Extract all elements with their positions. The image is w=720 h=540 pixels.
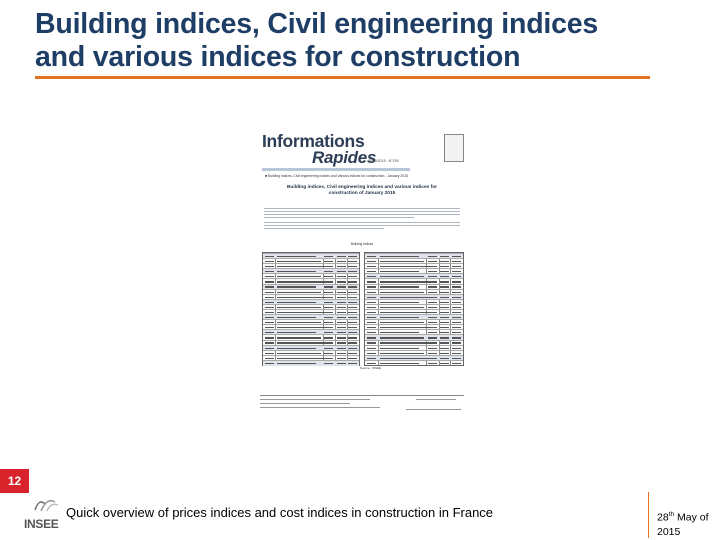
table-cell [277,276,320,277]
table-cell [265,312,274,313]
document-paragraph-line [264,228,384,229]
table-cell [428,312,437,313]
table-cell [367,292,376,293]
table-cell [348,292,357,293]
table-cell [265,327,274,328]
table-cell [348,317,357,318]
table-cell [380,363,419,364]
table-cell [348,307,357,308]
table-cell [324,363,333,364]
table-cell [452,342,461,343]
table-cell [337,266,346,267]
table-cell [265,256,274,257]
table-cell [380,271,419,272]
table-cell [452,312,461,313]
title-underline [35,76,650,79]
document-footer-rule [260,395,464,396]
slide-title [35,8,655,74]
table-cell [277,312,325,313]
table-cell [367,266,376,267]
table-cell [265,266,274,267]
table-cell [324,348,333,349]
document-logo-icon [444,134,464,162]
table-cell [440,317,449,318]
table-cell [440,337,449,338]
table-cell [428,353,437,354]
table-cell [337,363,346,364]
table-cell [440,286,449,287]
table-cell [440,363,449,364]
table-cell [277,332,315,333]
table-cell [277,353,320,354]
table-cell [277,271,315,272]
table-cell [380,302,419,303]
table-cell [337,332,346,333]
table-cell [337,271,346,272]
table-cell [265,348,274,349]
table-cell [277,266,325,267]
table-cell [367,327,376,328]
table-cell [277,302,315,303]
table-cell [452,292,461,293]
table-cell [452,271,461,272]
table-cell [428,317,437,318]
table-cell [337,317,346,318]
table-cell [324,286,333,287]
table-cell [277,363,315,364]
table-cell [265,276,274,277]
document-footer-line [260,407,380,408]
footer-caption: Quick overview of prices indices and cost indices in construction in France [66,505,494,520]
table-cell [440,281,449,282]
document-footer-line [260,399,370,400]
table-cell [348,256,357,257]
table-cell [380,358,429,359]
table-cell [452,261,461,262]
table-cell [380,337,424,338]
document-title-line-1: Building indices, Civil engineering indices and various indices for [286,185,438,190]
table-cell [348,312,357,313]
table-cell [452,297,461,298]
table-cell [380,353,424,354]
table-cell [440,332,449,333]
table-cell [367,307,376,308]
table-cell [380,276,424,277]
table-cell [440,327,449,328]
table-cell [452,358,461,359]
document-brand-line-2: Rapides [312,148,377,167]
table-cell [337,358,346,359]
table-cell [440,302,449,303]
table-cell [367,271,376,272]
table-cell [452,363,461,364]
table-cell [428,327,437,328]
document-title [256,185,468,197]
footer-date [657,508,709,539]
table-cell [428,286,437,287]
document-header-rule [262,168,410,171]
table-cell [348,281,357,282]
table-cell [324,256,333,257]
table-cell [337,353,346,354]
table-cell [452,266,461,267]
table-cell [324,327,333,328]
table-cell [348,337,357,338]
table-cell [348,342,357,343]
slide-title-line-1: Building indices, Civil engineering indices [35,8,599,40]
table-cell [380,317,419,318]
table-cell [265,297,274,298]
table-cell [367,261,376,262]
table-cell [265,337,274,338]
table-cell [367,363,376,364]
table-cell [265,307,274,308]
slide-title-line-2: and various indices for construction [35,41,521,73]
table-cell [452,332,461,333]
table-cell [324,342,333,343]
table-cell [428,276,437,277]
table-cell [452,302,461,303]
table-cell [348,332,357,333]
table-cell [440,353,449,354]
table-cell [324,302,333,303]
table-cell [265,302,274,303]
table-cell [265,292,274,293]
table-cell [324,261,333,262]
table-cell [428,307,437,308]
table-cell [428,322,437,323]
table-cell [265,342,274,343]
table-cell [428,256,437,257]
footer-date-rest: May of [674,511,709,524]
table-cell [380,256,419,257]
table-cell [277,307,320,308]
table-cell [348,261,357,262]
table-cell [428,292,437,293]
table-cell [380,342,429,343]
table-cell [265,322,274,323]
table-cell [367,276,376,277]
document-thumbnail [256,128,468,418]
table-cell [367,353,376,354]
table-cell [452,317,461,318]
table-cell [367,332,376,333]
table-cell [380,297,429,298]
table-cell [440,256,449,257]
table-cell [277,256,315,257]
table-cell [277,358,325,359]
table-cell [452,337,461,338]
table-cell [380,322,424,323]
table-cell [337,337,346,338]
table-cell [324,358,333,359]
table-cell [348,276,357,277]
footer-date-day: 28 [657,511,669,524]
table-cell [337,292,346,293]
table-cell [348,322,357,323]
table-cell [440,342,449,343]
table-cell [277,322,320,323]
table-cell [348,348,357,349]
table-cell [277,327,325,328]
table-cell [440,348,449,349]
insee-logo-text: INSEE [24,517,59,531]
table-cell [428,358,437,359]
table-cell [440,297,449,298]
table-cell [440,276,449,277]
table-cell [265,281,274,282]
footer-divider [648,492,649,538]
table-cell [265,317,274,318]
table-cell [440,271,449,272]
table-cell [380,292,424,293]
table-cell [367,342,376,343]
table-row [263,360,359,366]
table-cell [324,271,333,272]
document-footer-line [406,409,461,410]
table-cell [428,337,437,338]
table-cell [324,307,333,308]
table-cell [337,312,346,313]
table-cell [428,332,437,333]
table-cell [380,261,424,262]
table-cell [428,348,437,349]
table-cell [367,337,376,338]
table-cell [337,307,346,308]
table-cell [348,286,357,287]
table-cell [337,342,346,343]
page-number-badge: 12 [0,469,29,493]
table-cell [277,281,325,282]
table-cell [265,286,274,287]
table-cell [428,271,437,272]
table-cell [367,281,376,282]
table-cell [348,266,357,267]
table-cell [348,327,357,328]
table-cell [367,286,376,287]
table-cell [324,337,333,338]
table-cell [452,348,461,349]
table-cell [265,261,274,262]
table-cell [277,297,325,298]
table-cell [440,261,449,262]
table-cell [428,261,437,262]
table-cell [440,307,449,308]
table-cell [324,266,333,267]
table-cell [265,271,274,272]
document-paragraph-line [264,208,460,209]
document-paragraph-line [264,211,460,212]
table-cell [324,312,333,313]
document-paragraph-line [264,225,460,226]
table-cell [367,312,376,313]
table-cell [367,256,376,257]
document-footer-line [416,399,456,400]
document-issue: 26/05/2015 · N°139 [368,159,399,163]
document-paragraph-line [264,222,460,223]
table-cell [348,297,357,298]
table-cell [348,358,357,359]
table-cell [380,332,419,333]
table-cell [324,322,333,323]
table-cell [428,266,437,267]
document-title-line-2: construction of January 2015 [328,191,396,196]
table-cell [428,281,437,282]
table-cell [337,261,346,262]
table-cell [337,348,346,349]
table-cell [324,276,333,277]
document-brand-line-1: Informations [262,131,365,151]
table-cell [337,276,346,277]
table-cell [348,302,357,303]
document-bullet: ■ Building indices, Civil engineering indices and Various indices for construction - January 2015 [265,174,408,178]
table-cell [265,353,274,354]
table-cell [277,348,315,349]
table-cell [440,358,449,359]
table-cell [277,337,320,338]
table-cell [428,342,437,343]
insee-logo-icon [33,496,59,512]
table-cell [367,322,376,323]
table-cell [337,322,346,323]
table-cell [428,302,437,303]
table-cell [367,302,376,303]
table-cell [367,297,376,298]
table-cell [265,332,274,333]
table-cell [452,327,461,328]
table-cell [277,317,315,318]
table-cell [380,312,429,313]
table-cell [380,286,419,287]
table-cell [440,292,449,293]
table-cell [324,292,333,293]
footer-date-suffix: th [668,511,675,518]
table-cell [380,327,429,328]
table-cell [440,322,449,323]
table-cell [337,286,346,287]
table-cell [452,322,461,323]
document-paragraph-line [264,217,414,218]
document-table-right [364,252,464,366]
table-cell [367,348,376,349]
table-cell [337,256,346,257]
table-cell [265,363,274,364]
table-cell [337,281,346,282]
table-cell [348,353,357,354]
table-cell [452,307,461,308]
table-cell [380,266,429,267]
table-cell [367,358,376,359]
table-cell [337,297,346,298]
document-table-caption: Building indices [350,242,374,246]
table-cell [440,266,449,267]
document-source: Source : INSEE [360,366,382,370]
table-cell [277,286,315,287]
table-cell [348,271,357,272]
document-paragraph-line [264,214,460,215]
table-cell [367,317,376,318]
table-cell [452,286,461,287]
table-cell [324,281,333,282]
table-cell [324,297,333,298]
table-cell [265,358,274,359]
table-cell [337,327,346,328]
table-cell [324,353,333,354]
table-cell [277,261,320,262]
table-cell [380,348,419,349]
table-cell [428,363,437,364]
footer-date-year: 2015 [657,525,681,538]
table-cell [337,302,346,303]
document-table-left [262,252,360,366]
table-cell [452,256,461,257]
table-cell [348,363,357,364]
table-cell [452,276,461,277]
table-cell [428,297,437,298]
table-cell [452,281,461,282]
document-footer-line [260,403,350,404]
table-cell [440,312,449,313]
table-cell [324,332,333,333]
table-cell [277,292,320,293]
table-cell [380,307,424,308]
table-cell [324,317,333,318]
table-cell [380,281,429,282]
table-cell [452,353,461,354]
table-cell [277,342,325,343]
